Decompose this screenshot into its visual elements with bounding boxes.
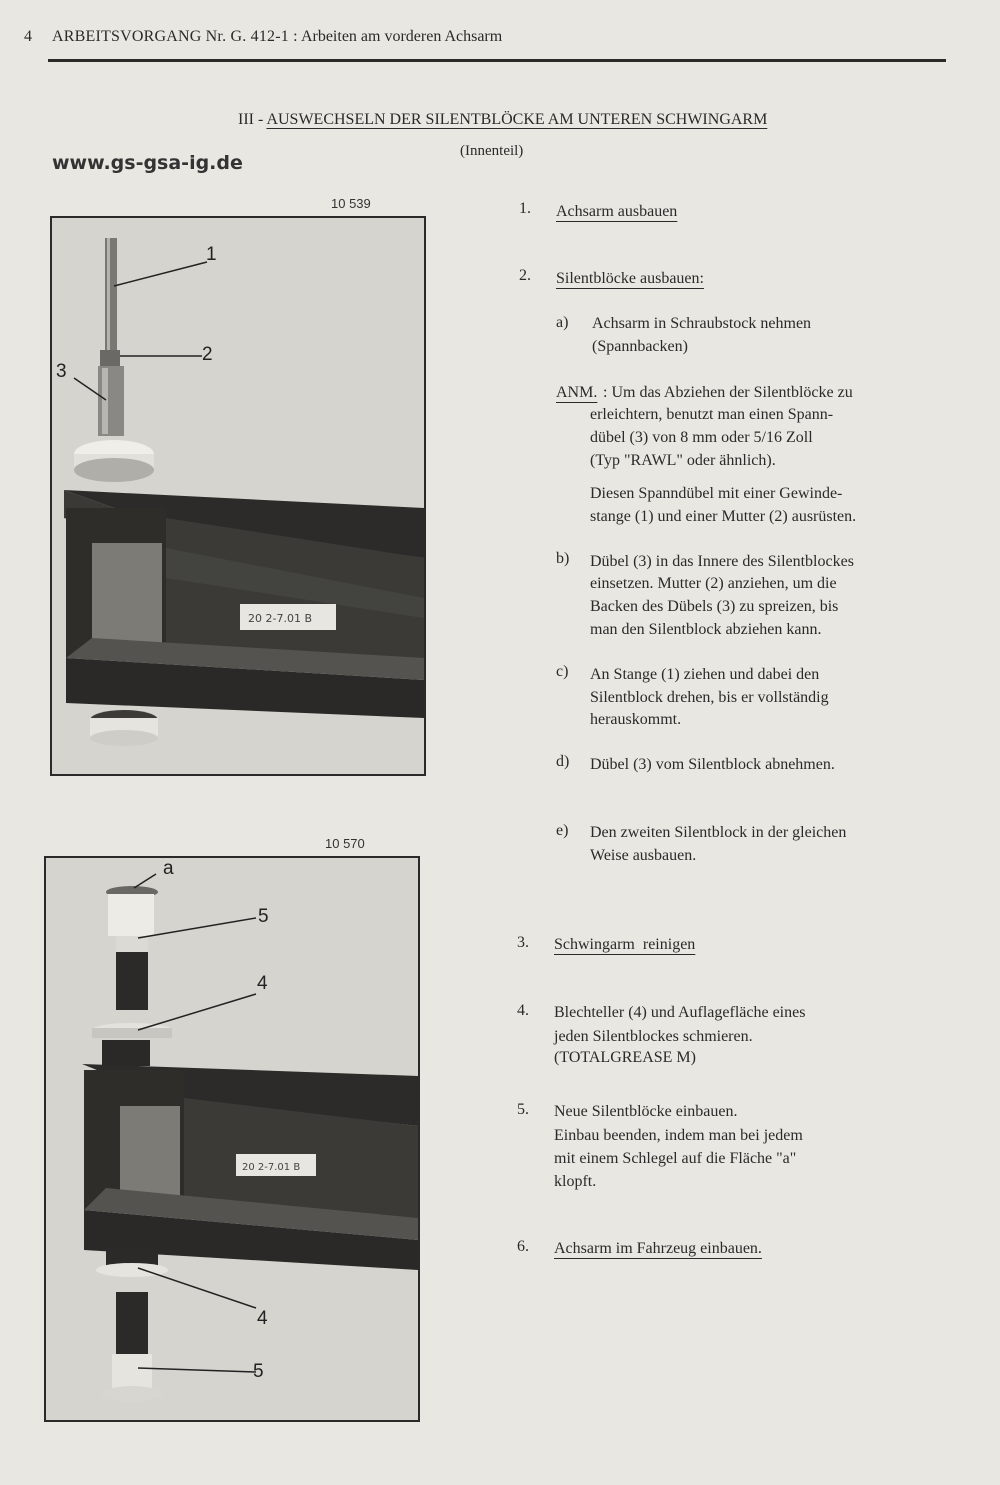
note-line4: (Typ "RAWL" oder ähnlich).	[590, 452, 776, 469]
step-6-text: Achsarm im Fahrzeug einbauen.	[554, 1240, 762, 1257]
substep-a-line1: Achsarm in Schraubstock nehmen	[592, 315, 812, 332]
step-5-line2: Einbau beenden, indem man bei jedem	[554, 1127, 803, 1144]
note-line3: dübel (3) von 8 mm oder 5/16 Zoll	[590, 429, 813, 446]
note-line1: : Um das Abziehen der Silentblöcke zu	[603, 384, 853, 401]
step-6-number: 6.	[517, 1238, 529, 1255]
substep-c-line3: herauskommt.	[590, 711, 682, 728]
step-3-number: 3.	[517, 934, 529, 951]
axle-arm-with-puller-illustration	[52, 218, 424, 774]
website-watermark: www.gs-gsa-ig.de	[52, 152, 243, 174]
step-2-text: Silentblöcke ausbauen:	[556, 270, 704, 287]
note-label: ANM.	[556, 384, 598, 401]
substep-b-line4: man den Silentblock abziehen kann.	[590, 621, 822, 638]
page-number: 4	[24, 28, 32, 45]
callout-4-bottom: 4	[257, 1308, 268, 1329]
substep-c-line1: An Stange (1) ziehen und dabei den	[590, 666, 820, 683]
step-2-number: 2.	[519, 267, 531, 284]
operation-title: ARBEITSVORGANG Nr. G. 412-1 :	[52, 28, 298, 45]
callout-5-bottom: 5	[253, 1361, 264, 1382]
figure-2-photo	[44, 856, 420, 1422]
part-label-1: 20 2-7.01 B	[248, 612, 312, 625]
step-5-line1: Neue Silentblöcke einbauen.	[554, 1103, 738, 1120]
substep-b-line2: einsetzen. Mutter (2) anziehen, um die	[590, 575, 837, 592]
part-label-2: 20 2-7.01 B	[242, 1162, 301, 1173]
header-rule	[48, 59, 946, 62]
substep-b-line3: Backen des Dübels (3) zu spreizen, bis	[590, 598, 839, 615]
note-line5: Diesen Spanndübel mit einer Gewinde-	[590, 485, 843, 502]
step-4-line2: jeden Silentblockes schmieren.	[554, 1028, 753, 1045]
page-header	[24, 28, 502, 46]
note-line2: erleichtern, benutzt man einen Spann-	[590, 406, 834, 423]
step-3-text: Schwingarm reinigen	[554, 936, 696, 953]
step-4-number: 4.	[517, 1002, 529, 1019]
substep-b-line1: Dübel (3) in das Innere des Silentblockes	[590, 553, 854, 570]
callout-3: 3	[56, 361, 67, 382]
substep-a-letter: a)	[556, 314, 569, 331]
operation-subtitle: Arbeiten am vorderen Achsarm	[300, 28, 503, 45]
callout-1: 1	[206, 244, 217, 265]
substep-e-letter: e)	[556, 822, 569, 839]
step-1-text: Achsarm ausbauen	[556, 203, 678, 220]
callout-a: a	[163, 858, 174, 879]
substep-a-line2: (Spannbacken)	[592, 338, 688, 355]
substep-c-letter: c)	[556, 663, 569, 680]
step-5-line4: klopft.	[554, 1173, 597, 1190]
callout-4-top: 4	[257, 973, 268, 994]
section-heading: AUSWECHSELN DER SILENTBLÖCKE AM UNTEREN SCHWINGARM	[266, 111, 768, 128]
substep-b-letter: b)	[556, 550, 570, 567]
substep-e-line2: Weise ausbauen.	[590, 847, 697, 864]
step-1-number: 1.	[519, 200, 531, 217]
figure-1-photo	[50, 216, 426, 776]
figure-number-2: 10 570	[325, 836, 365, 851]
step-4-line1: Blechteller (4) und Auflagefläche eines	[554, 1004, 806, 1021]
callout-2: 2	[202, 344, 213, 365]
note-line6: stange (1) und einer Mutter (2) ausrüsten.	[590, 508, 857, 525]
substep-e-line1: Den zweiten Silentblock in der gleichen	[590, 824, 847, 841]
section-subtitle: (Innenteil)	[460, 143, 524, 159]
section-prefix: III -	[238, 111, 264, 128]
step-5-number: 5.	[517, 1101, 529, 1118]
step-4-line3: (TOTALGREASE M)	[554, 1049, 696, 1066]
substep-d-letter: d)	[556, 753, 570, 770]
callout-5-top: 5	[258, 906, 269, 927]
axle-arm-exploded-bushings-illustration	[46, 858, 418, 1420]
substep-c-line2: Silentblock drehen, bis er vollständig	[590, 689, 829, 706]
step-5-line3: mit einem Schlegel auf die Fläche "a"	[554, 1150, 797, 1167]
figure-number-1: 10 539	[331, 196, 371, 211]
section-title	[238, 111, 767, 129]
substep-d-line1: Dübel (3) vom Silentblock abnehmen.	[590, 756, 835, 773]
